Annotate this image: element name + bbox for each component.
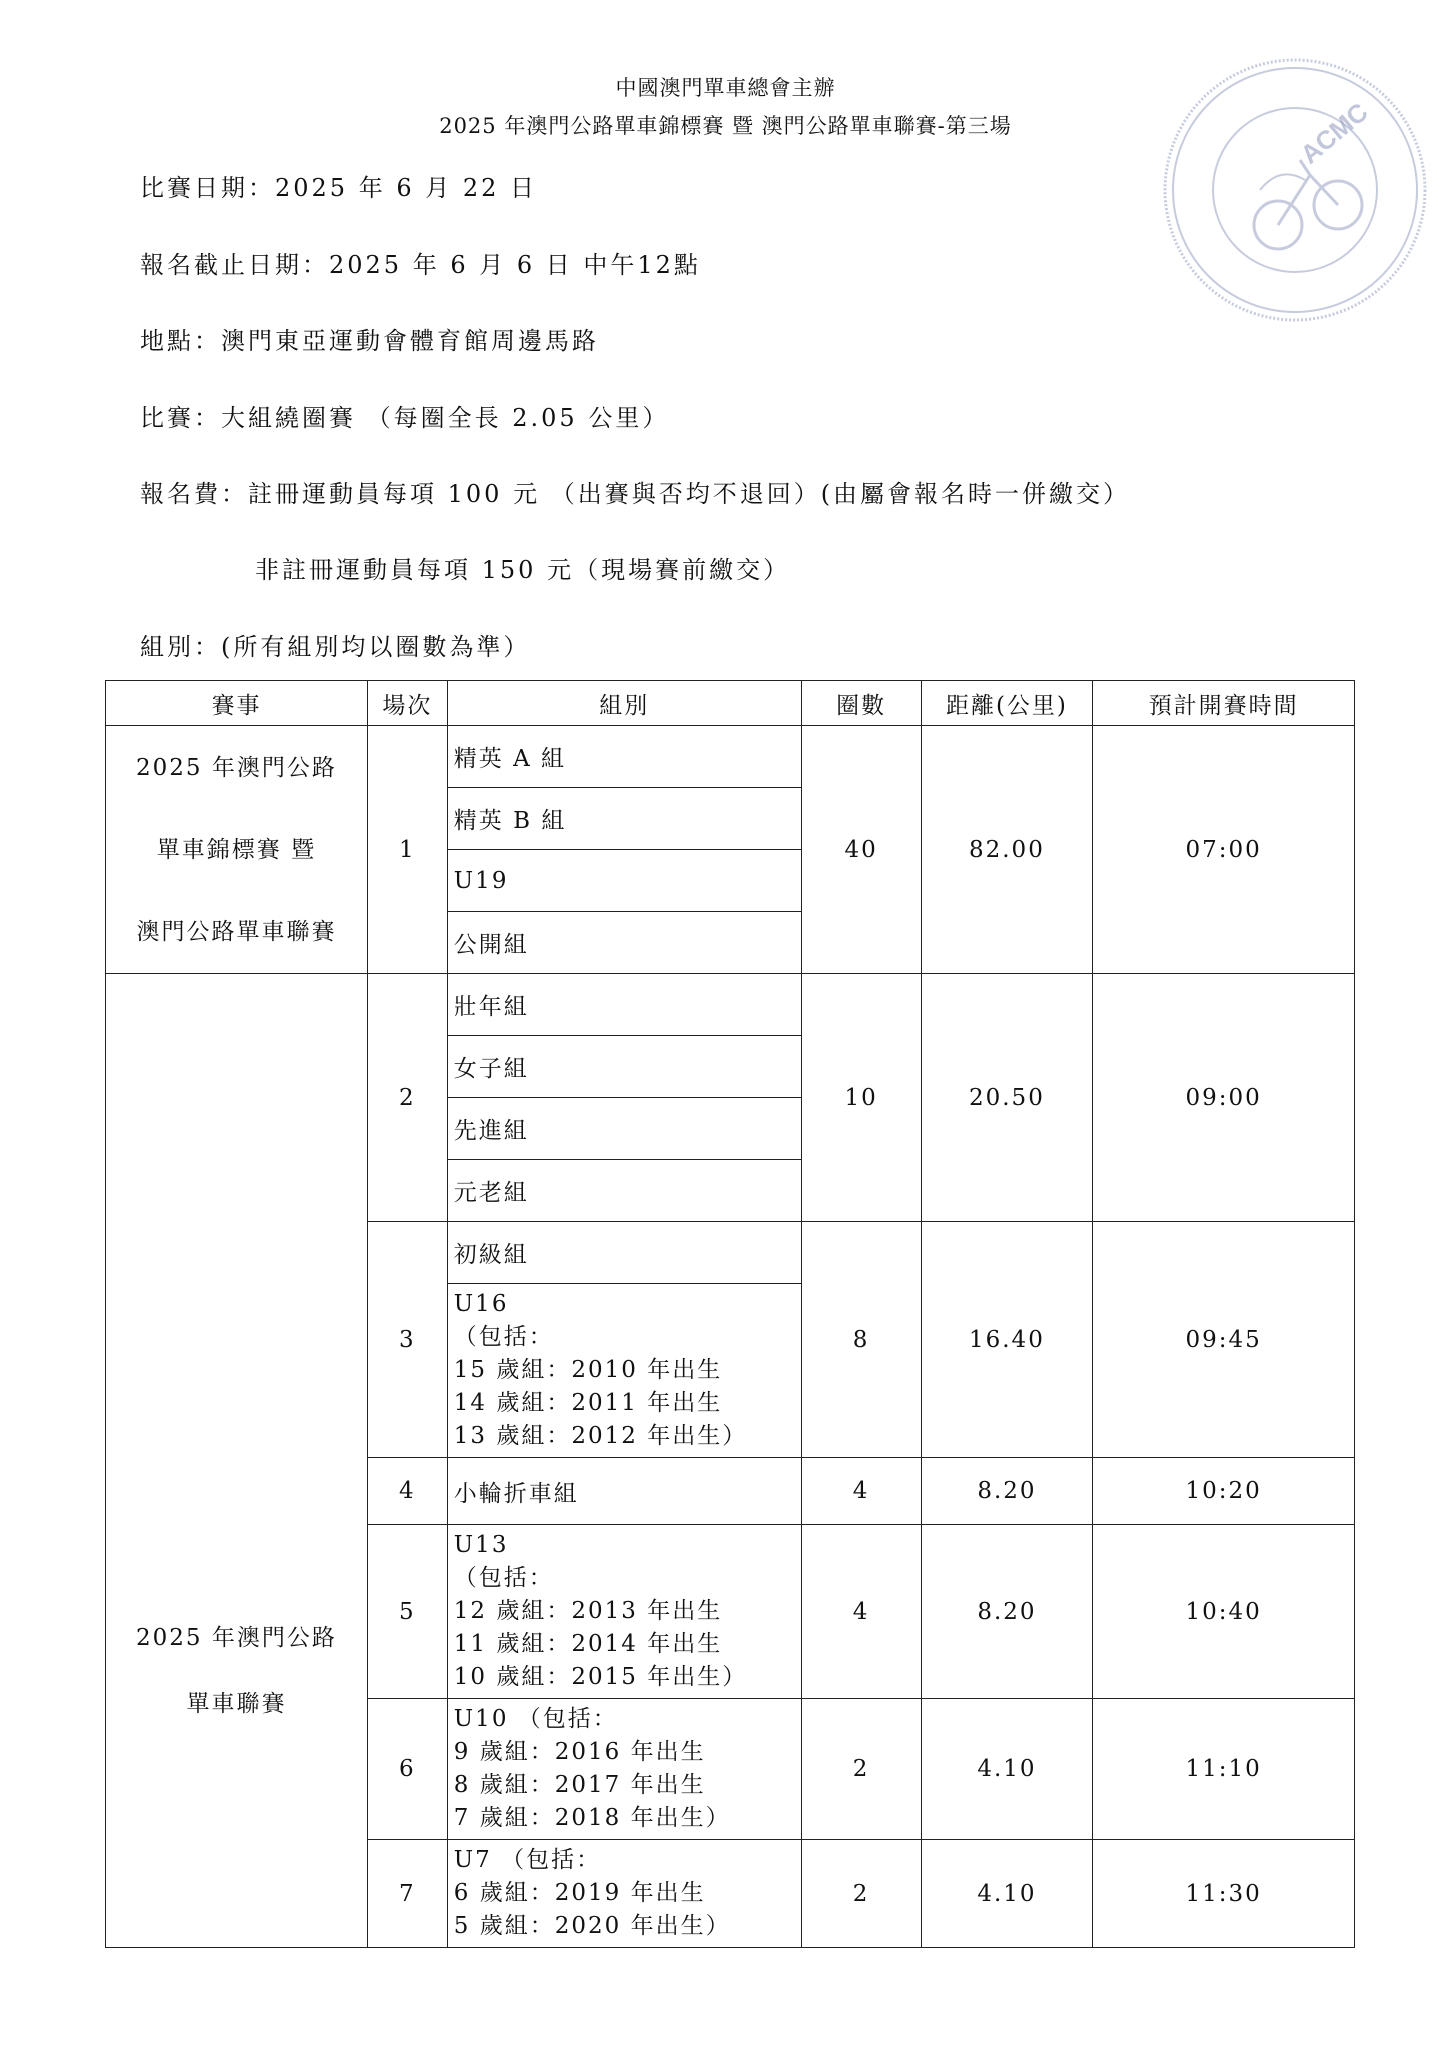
session-number: 7: [367, 1840, 447, 1948]
group-cell: 先進組: [447, 1098, 801, 1160]
distance-cell: 4.10: [921, 1840, 1093, 1948]
group-cell: 精英 A 組: [447, 726, 801, 788]
laps-cell: 2: [801, 1840, 921, 1948]
time-cell: 09:45: [1093, 1222, 1355, 1458]
laps-cell: 40: [801, 726, 921, 974]
schedule-table: [105, 680, 1355, 1948]
group-cell-u10: U10 （包括： 9 歲組：2016 年出生 8 歲組：2017 年出生 7 歲組：2018 年出生）: [447, 1699, 801, 1840]
session-number: 5: [367, 1525, 447, 1699]
group-cell: 精英 B 組: [447, 788, 801, 850]
organizer-line: 中國澳門單車總會主辦: [615, 76, 836, 100]
race-format: 比賽：大組繞圈賽 （每圈全長 2.05 公里）: [140, 404, 670, 432]
laps-cell: 10: [801, 974, 921, 1222]
group-cell-u13: U13 （包括： 12 歲組：2013 年出生 11 歲組：2014 年出生 10 歲組：2015 年出生）: [447, 1525, 801, 1699]
laps-cell: 4: [801, 1525, 921, 1699]
groups-note: 組別：(所有組別均以圈數為準）: [140, 633, 531, 661]
fee-registered: 報名費：註冊運動員每項 100 元 （出賽與否均不退回）(由屬會報名時一併繳交）: [140, 480, 1131, 508]
session-number: 6: [367, 1699, 447, 1840]
session-number: 4: [367, 1458, 447, 1525]
time-cell: 07:00: [1093, 726, 1355, 974]
distance-cell: 4.10: [921, 1699, 1093, 1840]
document-title: 2025 年澳門公路單車錦標賽 暨 澳門公路單車聯賽-第三場: [439, 114, 1012, 138]
group-cell: 女子組: [447, 1036, 801, 1098]
acmc-seal-icon: [1160, 55, 1430, 325]
distance-cell: 16.40: [921, 1222, 1093, 1458]
event-league: 2025 年澳門公路 單車聯賽: [106, 974, 368, 1948]
group-cell: 壯年組: [447, 974, 801, 1036]
svg-text:ACMC: ACMC: [1294, 96, 1374, 170]
distance-cell: 8.20: [921, 1525, 1093, 1699]
event-championship: 2025 年澳門公路 單車錦標賽 暨 澳門公路單車聯賽: [106, 726, 368, 974]
time-cell: 10:20: [1093, 1458, 1355, 1525]
race-date: 比賽日期：2025 年 6 月 22 日: [140, 174, 538, 202]
laps-cell: 2: [801, 1699, 921, 1840]
registration-deadline: 報名截止日期：2025 年 6 月 6 日 中午12點: [140, 251, 701, 279]
table-row: [106, 974, 1355, 1036]
header-laps: 圈數: [801, 681, 921, 726]
group-cell: U19: [447, 850, 801, 912]
venue: 地點：澳門東亞運動會體育館周邊馬路: [140, 327, 599, 355]
time-cell: 09:00: [1093, 974, 1355, 1222]
group-cell: 元老組: [447, 1160, 801, 1222]
group-cell: 公開組: [447, 912, 801, 974]
group-cell-u16: U16 （包括： 15 歲組：2010 年出生 14 歲組：2011 年出生 13 歲組：2012 年出生）: [447, 1284, 801, 1458]
header-session: 場次: [367, 681, 447, 726]
distance-cell: 82.00: [921, 726, 1093, 974]
table-row: [106, 726, 1355, 788]
header-group: 組別: [447, 681, 801, 726]
fee-unregistered: 非註冊運動員每項 150 元（現場賽前繳交）: [255, 556, 791, 584]
time-cell: 11:10: [1093, 1699, 1355, 1840]
distance-cell: 20.50: [921, 974, 1093, 1222]
table-header-row: [106, 681, 1355, 726]
time-cell: 10:40: [1093, 1525, 1355, 1699]
group-cell-u7: U7 （包括： 6 歲組：2019 年出生 5 歲組：2020 年出生）: [447, 1840, 801, 1948]
header-event: 賽事: [106, 681, 368, 726]
group-cell: 初級組: [447, 1222, 801, 1284]
laps-cell: 4: [801, 1458, 921, 1525]
session-number: 2: [367, 974, 447, 1222]
session-number: 3: [367, 1222, 447, 1458]
session-number: 1: [367, 726, 447, 974]
group-cell: 小輪折車組: [447, 1458, 801, 1525]
header-start-time: 預計開賽時間: [1093, 681, 1355, 726]
header-distance: 距離(公里): [921, 681, 1093, 726]
distance-cell: 8.20: [921, 1458, 1093, 1525]
time-cell: 11:30: [1093, 1840, 1355, 1948]
laps-cell: 8: [801, 1222, 921, 1458]
